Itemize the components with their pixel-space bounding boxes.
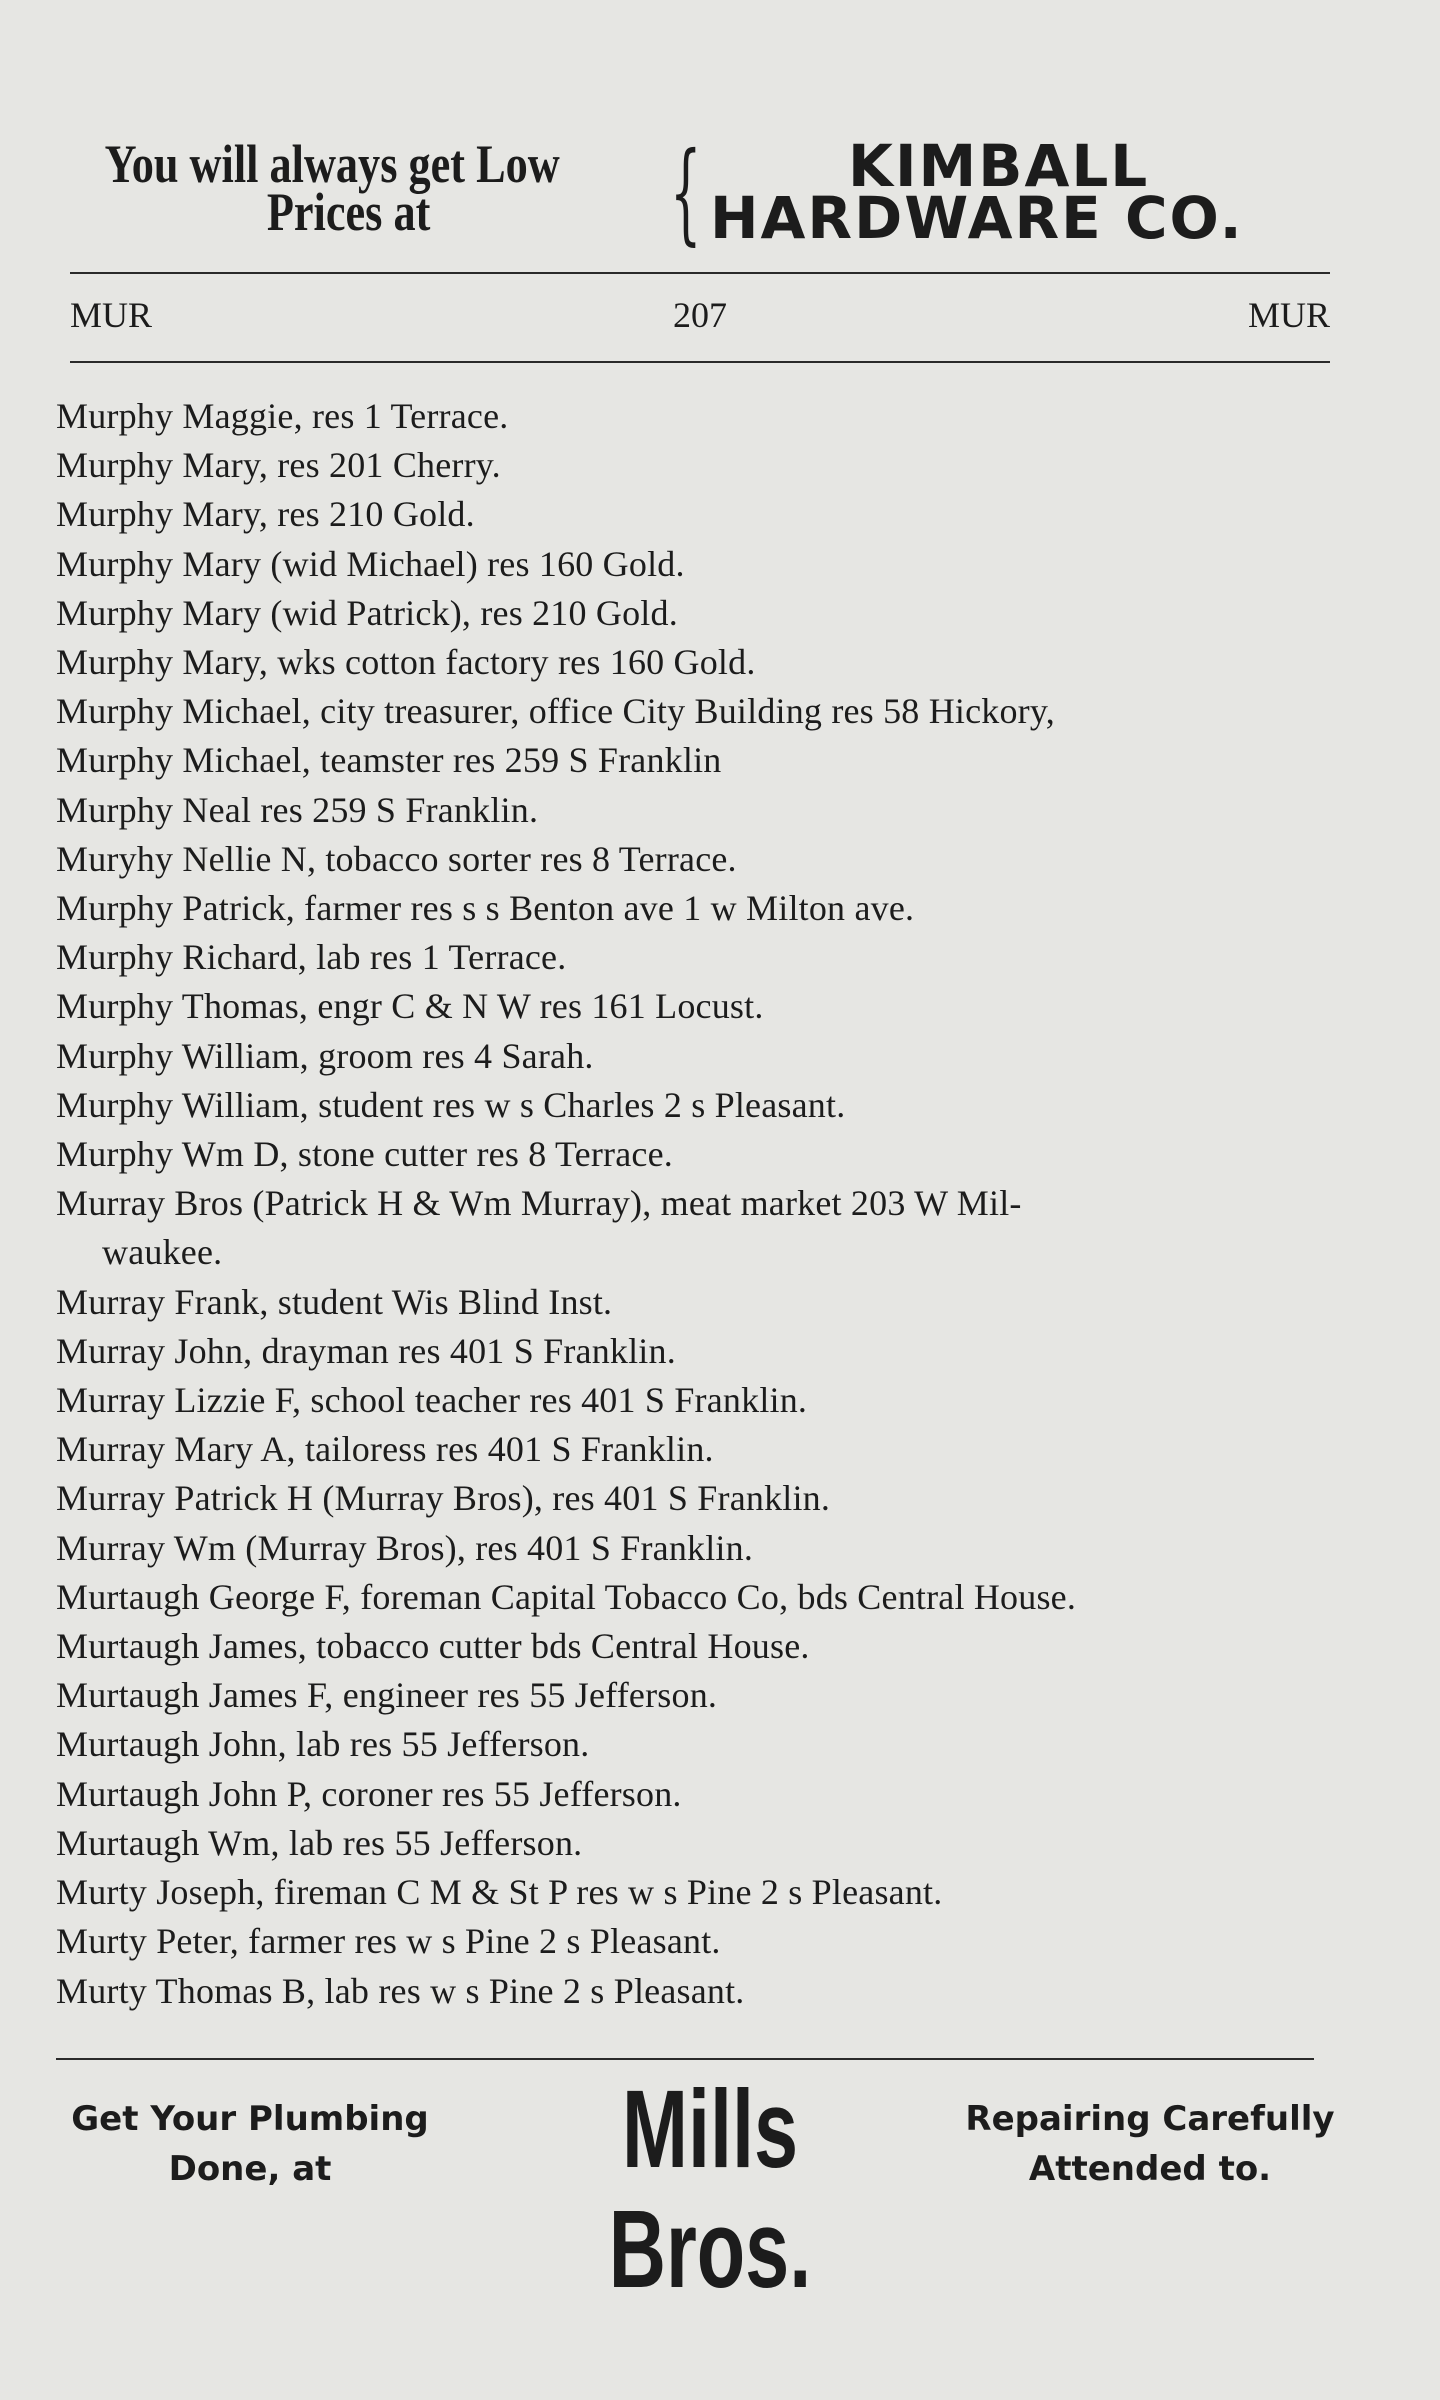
- header-divider: [70, 272, 1330, 274]
- directory-entry: Murphy Maggie, res 1 Terrace.: [56, 396, 509, 436]
- directory-entry: Murtaugh Wm, lab res 55 Jefferson.: [56, 1822, 583, 1863]
- directory-entry: Murtaugh John P, coroner res 55 Jefferson.: [56, 1773, 682, 1814]
- footer-ad-right-line1: Repairing Carefully: [965, 2099, 1335, 2139]
- directory-entry: Murty Joseph, fireman C M & St P res w s Pine 2 s Pleasant.: [56, 1872, 943, 1913]
- directory-entry: Murphy Mary, wks cotton factory res 160 Gold.: [56, 642, 756, 683]
- directory-entries: [56, 392, 1346, 2016]
- directory-entry: Murtaugh John, lab res 55 Jefferson.: [56, 1724, 590, 1765]
- directory-entry: Murphy Mary, res 210 Gold.: [56, 494, 475, 535]
- directory-entry: Murray John, drayman res 401 S Franklin.: [56, 1330, 676, 1371]
- header-ad-company-line2: HARDWARE CO.: [710, 184, 1244, 252]
- directory-entry: Murtaugh George F, foreman Capital Tobacco Co, bds Central House.: [56, 1576, 1077, 1617]
- directory-entry: Murphy William, student res w s Charles 2 s Pleasant.: [56, 1084, 846, 1125]
- directory-entry: Murty Peter, farmer res w s Pine 2 s Pleasant.: [56, 1921, 721, 1962]
- directory-entry: Murphy Patrick, farmer res s s Benton ave 1 w Milton ave.: [56, 888, 915, 929]
- header-ad-slogan-line1: You will always get Low: [104, 134, 560, 194]
- directory-entry: Murtaugh James, tobacco cutter bds Central House.: [56, 1626, 810, 1667]
- footer-ad-left-line1: Get Your Plumbing: [71, 2099, 429, 2139]
- directory-entry: Murphy Mary, res 201 Cherry.: [56, 445, 501, 486]
- directory-entry: Murphy Richard, lab res 1 Terrace.: [56, 937, 567, 978]
- directory-entry: Murphy William, groom res 4 Sarah.: [56, 1035, 594, 1076]
- footer-ad-right-line2: Attended to.: [1028, 2149, 1272, 2189]
- directory-entry: Murphy Michael, teamster res 259 S Franklin: [56, 740, 722, 781]
- directory-entry: Murphy Mary (wid Patrick), res 210 Gold.: [56, 592, 678, 633]
- directory-entry: Murray Patrick H (Murray Bros), res 401 S Franklin.: [56, 1478, 831, 1519]
- directory-entry: Murphy Mary (wid Michael) res 160 Gold.: [56, 543, 685, 584]
- header-ad-brace: {: [670, 128, 702, 256]
- footer-ad-brand: Mills Bros.: [608, 2068, 812, 2311]
- footer-ad-left: [50, 2094, 450, 2194]
- header-ad-slogan: [78, 134, 586, 242]
- running-head-divider: [70, 361, 1330, 363]
- footer-ad-right: [930, 2094, 1370, 2194]
- directory-entry: Murphy Thomas, engr C & N W res 161 Locust.: [56, 986, 764, 1027]
- running-head: [70, 290, 1330, 340]
- running-head-left: MUR: [70, 295, 153, 335]
- directory-entry: Murray Lizzie F, school teacher res 401 S Franklin.: [56, 1380, 808, 1421]
- directory-entry: Murtaugh James F, engineer res 55 Jefferson.: [56, 1675, 718, 1716]
- page-number: 207: [673, 295, 727, 335]
- header-advertisement: [70, 128, 1330, 260]
- directory-entry: Murray Wm (Murray Bros), res 401 S Franklin.: [56, 1527, 754, 1568]
- directory-entry: waukee.: [102, 1232, 223, 1273]
- directory-entry: Murray Bros (Patrick H & Wm Murray), meat market 203 W Mil-: [56, 1183, 1022, 1224]
- directory-entry: Murphy Neal res 259 S Franklin.: [56, 789, 539, 830]
- header-ad-company: [710, 132, 1350, 252]
- directory-entry: Muryhy Nellie N, tobacco sorter res 8 Terrace.: [56, 838, 737, 879]
- header-ad-company-line1: KIMBALL: [848, 132, 1150, 200]
- directory-entry: Murphy Wm D, stone cutter res 8 Terrace.: [56, 1134, 673, 1175]
- header-ad-slogan-line2: Prices at: [266, 182, 431, 242]
- directory-entry: Murty Thomas B, lab res w s Pine 2 s Pleasant.: [56, 1970, 745, 2011]
- directory-entry: Murphy Michael, city treasurer, office City Building res 58 Hickory,: [56, 691, 1055, 732]
- footer-advertisement: [50, 2068, 1335, 2311]
- footer-ad-left-line2: Done, at: [168, 2149, 332, 2189]
- running-head-right: MUR: [1247, 295, 1330, 335]
- footer-divider: [56, 2058, 1314, 2060]
- directory-entry: Murray Frank, student Wis Blind Inst.: [56, 1281, 613, 1322]
- directory-entry: Murray Mary A, tailoress res 401 S Franklin.: [56, 1429, 714, 1470]
